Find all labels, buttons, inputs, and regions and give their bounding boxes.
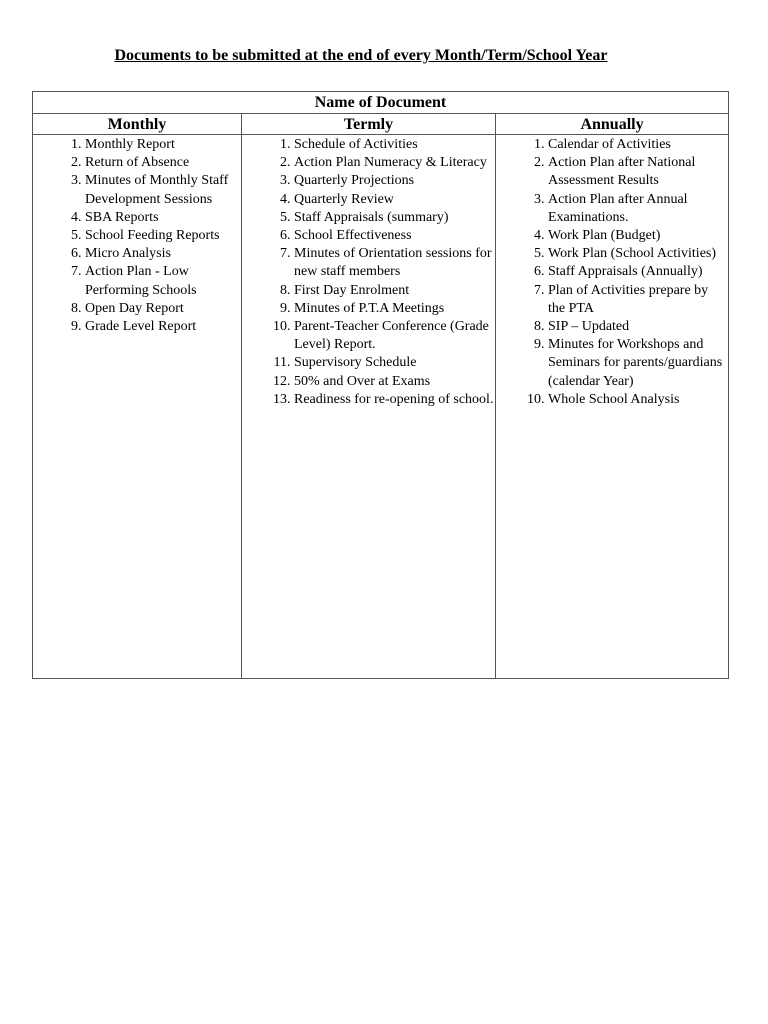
monthly-list bbox=[33, 136, 241, 336]
list-item: 5. Work Plan (School Activities) bbox=[548, 245, 728, 263]
list-item: 9. Minutes of P.T.A Meetings bbox=[294, 300, 495, 318]
column-header-monthly: Monthly bbox=[33, 114, 242, 135]
table-header-name-of-document: Name of Document bbox=[33, 92, 729, 114]
list-item: 9. Minutes for Workshops and Seminars for parents/guardians (calendar Year) bbox=[548, 336, 728, 391]
list-item: 12. 50% and Over at Exams bbox=[294, 373, 495, 391]
column-header-annually: Annually bbox=[496, 114, 729, 135]
list-item: 7. Minutes of Orientation sessions for new staff members bbox=[294, 245, 495, 281]
list-item: 10. Whole School Analysis bbox=[548, 391, 728, 409]
list-item: 9. Grade Level Report bbox=[85, 318, 241, 336]
list-item: 7. Action Plan - Low Performing Schools bbox=[85, 263, 241, 299]
list-item: 6. Staff Appraisals (Annually) bbox=[548, 263, 728, 281]
list-item: 7. Plan of Activities prepare by the PTA bbox=[548, 282, 728, 318]
list-item: 6. Micro Analysis bbox=[85, 245, 241, 263]
list-item: 4. Quarterly Review bbox=[294, 191, 495, 209]
list-item: 3. Quarterly Projections bbox=[294, 172, 495, 190]
monthly-cell bbox=[33, 135, 242, 679]
list-item: 1. Calendar of Activities bbox=[548, 136, 728, 154]
list-item: 13. Readiness for re-opening of school. bbox=[294, 391, 495, 409]
list-item: 4. SBA Reports bbox=[85, 209, 241, 227]
list-item: 1. Schedule of Activities bbox=[294, 136, 495, 154]
list-item: 5. Staff Appraisals (summary) bbox=[294, 209, 495, 227]
list-item: 1. Monthly Report bbox=[85, 136, 241, 154]
list-item: 8. First Day Enrolment bbox=[294, 282, 495, 300]
list-item: 10. Parent-Teacher Conference (Grade Level) Report. bbox=[294, 318, 495, 354]
list-item: 11. Supervisory Schedule bbox=[294, 354, 495, 372]
list-item: 5. School Feeding Reports bbox=[85, 227, 241, 245]
list-item: 3. Action Plan after Annual Examinations. bbox=[548, 191, 728, 227]
column-header-termly: Termly bbox=[242, 114, 496, 135]
list-item: 3. Minutes of Monthly Staff Development Sessions bbox=[85, 172, 241, 208]
list-item: 8. Open Day Report bbox=[85, 300, 241, 318]
termly-list bbox=[242, 136, 495, 409]
list-item: 4. Work Plan (Budget) bbox=[548, 227, 728, 245]
list-item: 2. Action Plan Numeracy & Literacy bbox=[294, 154, 495, 172]
annually-cell bbox=[496, 135, 729, 679]
list-item: 2. Action Plan after National Assessment Results bbox=[548, 154, 728, 190]
termly-cell bbox=[242, 135, 496, 679]
annually-list bbox=[496, 136, 728, 409]
list-item: 8. SIP – Updated bbox=[548, 318, 728, 336]
list-item: 2. Return of Absence bbox=[85, 154, 241, 172]
page-title: Documents to be submitted at the end of every Month/Term/School Year bbox=[114, 47, 608, 64]
documents-table bbox=[32, 91, 729, 679]
list-item: 6. School Effectiveness bbox=[294, 227, 495, 245]
